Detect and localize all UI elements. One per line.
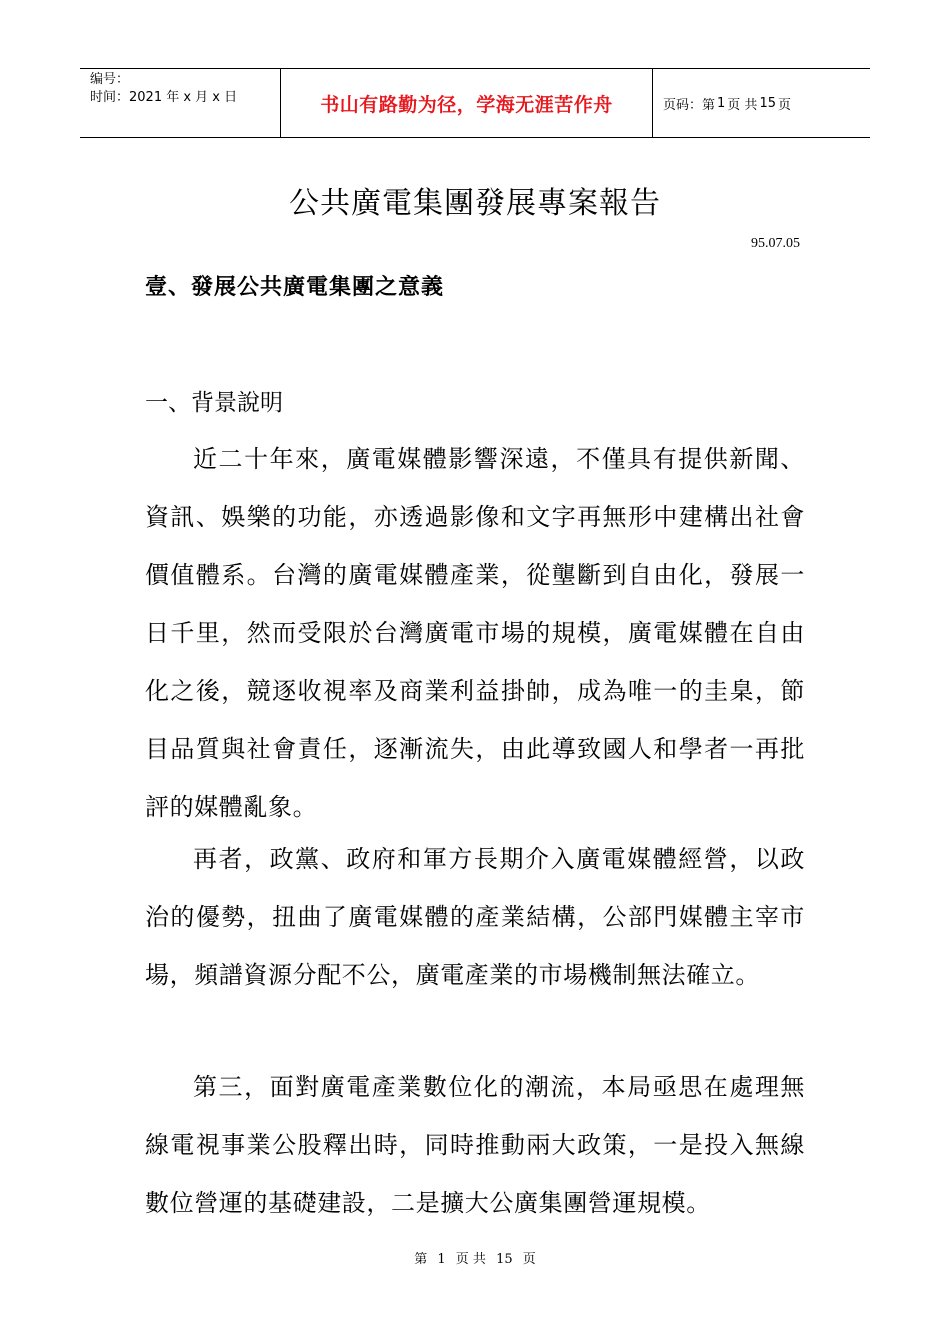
page-label: 页码：第 bbox=[663, 97, 716, 113]
document-header bbox=[80, 68, 870, 138]
footer-suffix: 页 bbox=[522, 1252, 536, 1267]
page-current: 1 bbox=[717, 95, 726, 111]
motto-text: 书山有路勤为径，学海无涯苦作舟 bbox=[320, 93, 613, 116]
subsection-title: 一、背景說明 bbox=[145, 390, 283, 416]
time-label: 时间：2021 年 x 月 x 日 bbox=[90, 90, 238, 105]
section-title: 壹、發展公共廣電集團之意義 bbox=[145, 274, 445, 300]
paragraph: 近二十年來，廣電媒體影響深遠，不僅具有提供新聞、資訊、娛樂的功能，亦透過影像和文字再無形中建構出社會價值體系。台灣的廣電媒體產業，從壟斷到自由化，發展一日千里，然而受限於台灣廣電市場的規模，廣電媒體在自由化之後，競逐收視率及商業利益掛帥，成為唯一的圭臬，節目品質與社會責任，逐漸流失，由此導致國人和學者一再批評的媒體亂象。 bbox=[145, 445, 805, 821]
page-total: 15 bbox=[759, 95, 776, 111]
header-meta bbox=[80, 69, 280, 137]
footer-total: 15 bbox=[496, 1252, 513, 1267]
page-suffix: 页 bbox=[777, 97, 791, 113]
document-title: 公共廣電集團發展專案報告 bbox=[289, 186, 661, 221]
page-footer bbox=[0, 1248, 950, 1267]
paragraph: 第三，面對廣電產業數位化的潮流，本局亟思在處理無線電視事業公股釋出時，同時推動兩大政策，一是投入無線數位營運的基礎建設，二是擴大公廣集團營運規模。 bbox=[145, 1073, 805, 1217]
footer-current: 1 bbox=[437, 1252, 446, 1267]
header-motto-cell bbox=[280, 69, 653, 137]
footer-mid: 页 共 bbox=[455, 1252, 486, 1267]
header-page-info bbox=[653, 69, 870, 137]
footer-prefix: 第 bbox=[414, 1252, 428, 1267]
page-mid: 页 共 bbox=[727, 97, 758, 113]
paragraph: 再者，政黨、政府和軍方長期介入廣電媒體經營，以政治的優勢，扭曲了廣電媒體的產業結構，公部門媒體主宰市場，頻譜資源分配不公，廣電產業的市場機制無法確立。 bbox=[145, 845, 805, 989]
document-date: 95.07.05 bbox=[751, 236, 800, 251]
number-label: 编号： bbox=[90, 72, 130, 87]
